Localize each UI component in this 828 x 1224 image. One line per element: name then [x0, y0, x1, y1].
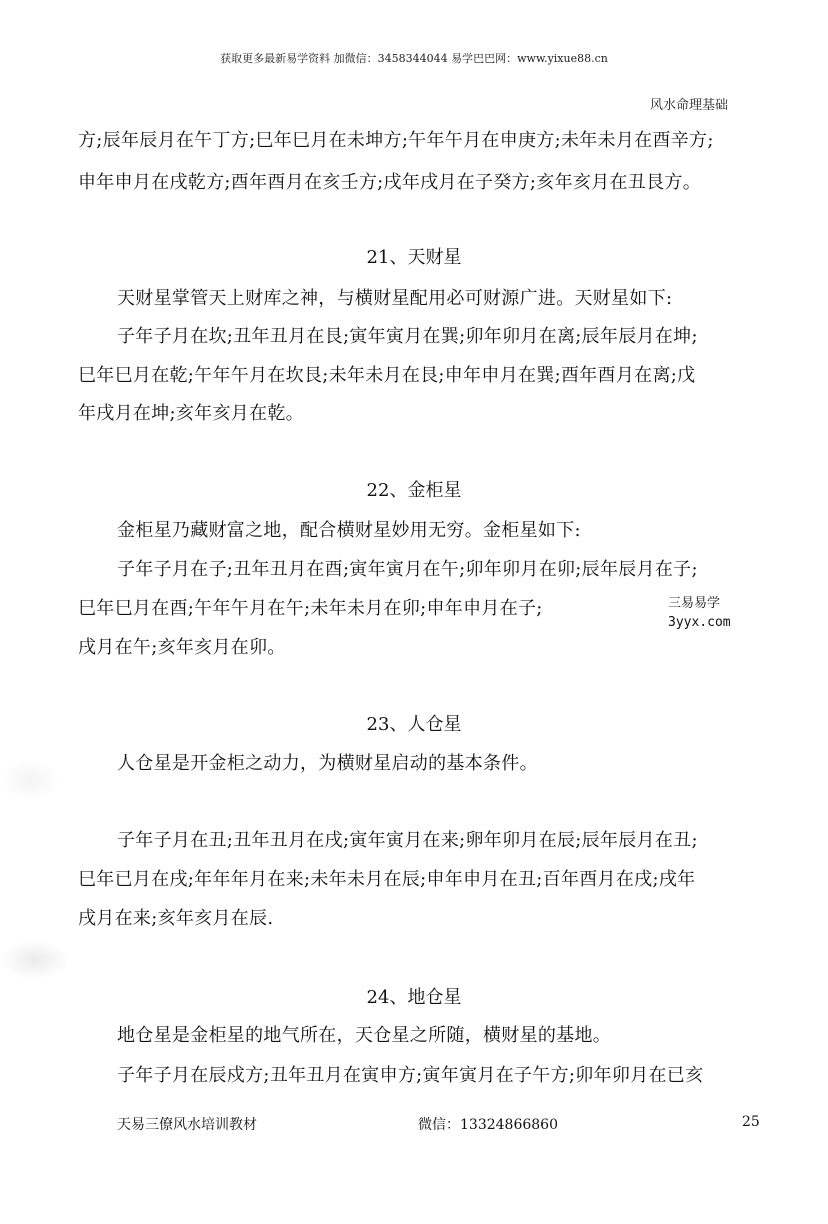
section-heading-21: 21、天财星 — [366, 247, 462, 268]
body-line: 戌月在来;亥年亥月在辰. — [78, 908, 274, 929]
scan-smudge — [0, 940, 70, 980]
section-heading-23: 23、人仓星 — [366, 714, 462, 735]
body-line: 巳年已月在戌;年年年月在来;未年未月在辰;申年申月在丑;百年酉月在戌;戌年 — [78, 869, 696, 890]
section-intro: 天财星掌管天上财库之神，与横财星配用必可财源广进。天财星如下: — [117, 288, 673, 309]
top-banner: 获取更多最新易学资料 加微信：3458344044 易学巴巴网：www.yixue88.cn — [220, 52, 608, 65]
body-line: 子年子月在丑;丑年丑月在戌;寅年寅月在来;卵年卯月在辰;辰年辰月在丑; — [117, 830, 698, 851]
body-line: 巳年巳月在乾;午年午月在坎艮;未年未月在艮;申年申月在巽;酉年酉月在离;戊 — [78, 365, 696, 386]
section-heading-22: 22、金柜星 — [366, 480, 462, 501]
footer-contact: 微信：13324866860 — [418, 1117, 558, 1133]
footer-title: 天易三僚风水培训教材 — [117, 1117, 257, 1133]
section-heading-24: 24、地仓星 — [366, 987, 462, 1008]
page-number: 25 — [742, 1114, 760, 1130]
body-line: 巳年巳月在酉;午年午月在午;未年未月在卯;申年申月在子; — [78, 598, 543, 619]
watermark-name: 三易易学 — [668, 596, 721, 611]
section-intro: 地仓星是金柜星的地气所在，天仓星之所随，横财星的基地。 — [117, 1025, 612, 1046]
body-line: 方;辰年辰月在午丁方;巳年巳月在未坤方;午年午月在申庚方;未年未月在酉辛方; — [78, 130, 714, 151]
body-line: 申年申月在戌乾方;酉年酉月在亥壬方;戌年戌月在子癸方;亥年亥月在丑艮方。 — [78, 172, 701, 193]
scan-smudge — [0, 760, 60, 800]
watermark-url: 3yyx.com — [668, 615, 731, 630]
watermark — [668, 594, 731, 632]
section-intro: 人仓星是开金柜之动力，为横财星启动的基本条件。 — [117, 753, 538, 774]
body-line: 戌月在午;亥年亥月在卯。 — [78, 637, 286, 658]
body-line: 年戌月在坤;亥年亥月在乾。 — [78, 403, 304, 424]
body-line: 子年子月在子;丑年丑月在酉;寅年寅月在午;卯年卯月在卯;辰年辰月在子; — [117, 559, 698, 580]
section-intro: 金柜星乃藏财富之地，配合横财星妙用无穷。金柜星如下: — [117, 520, 581, 541]
body-line: 子年子月在辰戍方;丑年丑月在寅申方;寅年寅月在子午方;卯年卯月在已亥 — [117, 1065, 704, 1086]
running-header: 风水命理基础 — [649, 98, 728, 113]
body-line: 子年子月在坎;丑年丑月在艮;寅年寅月在巽;卯年卯月在离;辰年辰月在坤; — [117, 326, 698, 347]
